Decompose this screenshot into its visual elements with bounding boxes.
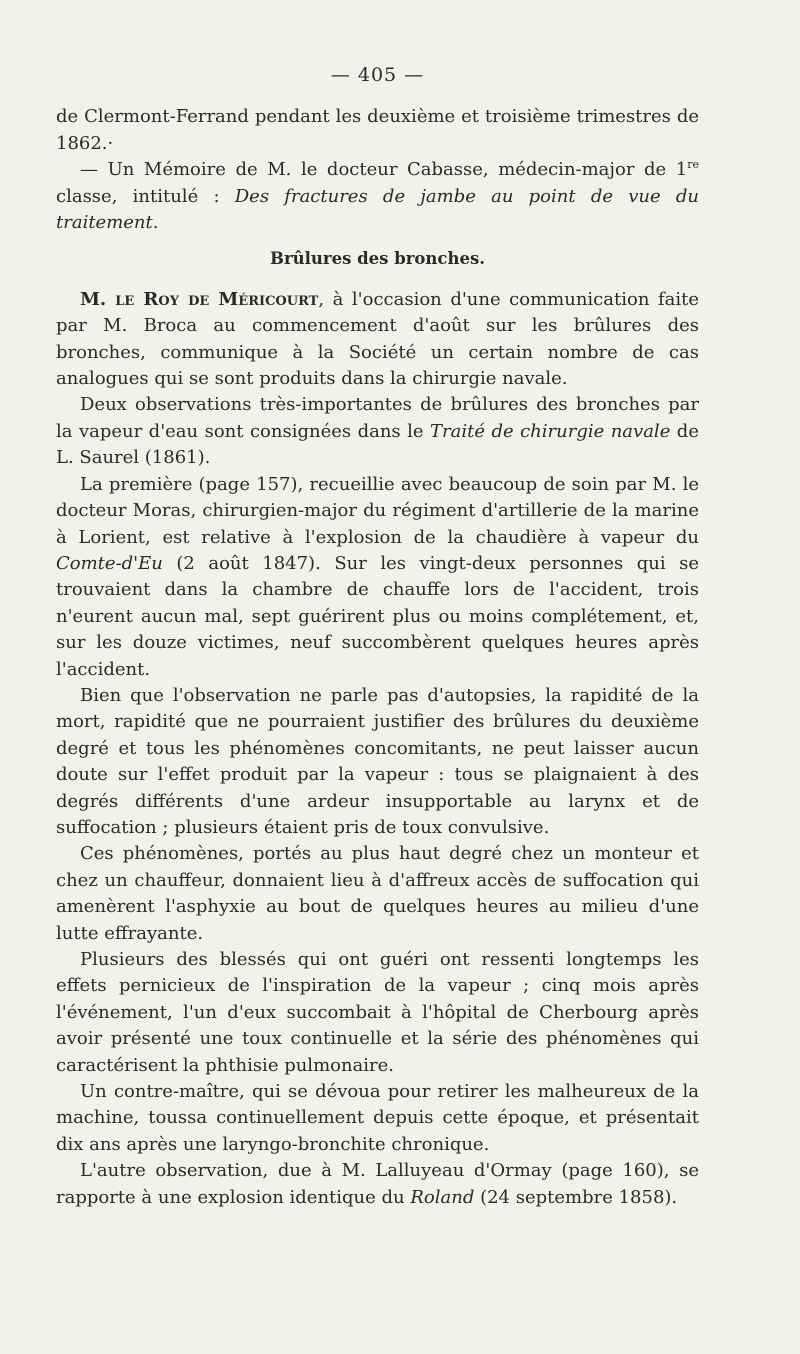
survivors-text: Plusieurs des blessés qui ont guéri ont ressenti longtemps les effets pernicieux de l'inspiration de la vapeur ; cinq mois après l'événement, l'un d'eux succombait à l'hôpital de Cherbourg après avoir présenté une toux continuelle et la série des phénomènes qui caractérisent la phthisie pulmonaire. — [56, 949, 699, 1076]
paragraph-autopsies — [56, 683, 699, 841]
page-number: — 405 — — [330, 64, 425, 86]
ship-comte-deu: Comte-d'Eu — [56, 552, 163, 574]
memoire-text-b: classe, intitulé : — [56, 185, 235, 207]
ship-roland: Roland — [410, 1186, 475, 1208]
memoire-text-a: — Un Mémoire de M. le docteur Cabasse, médecin-major de 1 — [80, 159, 688, 181]
paragraph-intro — [56, 287, 699, 393]
treatise-title: Traité de chirurgie navale — [430, 420, 671, 442]
paragraph-1-text: de Clermont-Ferrand pendant les deuxième et troisième trimestres de 1862.· — [56, 106, 699, 154]
paragraph-observations — [56, 392, 699, 471]
observations-text-b: de L. Saurel (1861). — [56, 420, 699, 469]
paragraph-memoire — [56, 157, 699, 236]
first-case-text-b: (2 août 1847). Sur les vingt-deux personnes qui se trouvaient dans la chambre de chauffe lors de l'accident, trois n'eurent aucun mal, sept guérirent plus ou moins complétement, et, sur les douze victimes, neuf succombèrent quelques heures après l'accident. — [56, 552, 699, 680]
book-page — [56, 62, 699, 1211]
second-case-text-a: L'autre observation, due à M. Lalluyeau d'Ormay (page 160), se rapporte à une explosion identique du — [56, 1160, 699, 1208]
paragraph-first-case — [56, 472, 699, 683]
observations-text-a: Deux observations très-importantes de brûlures des bronches par la vapeur d'eau sont consignées dans le — [56, 394, 699, 442]
paragraph-survivors — [56, 947, 699, 1079]
paragraph-second-case — [56, 1158, 699, 1211]
second-case-text-b: (24 septembre 1858). — [474, 1186, 678, 1208]
paragraph-phenomena — [56, 841, 699, 947]
autopsies-text: Bien que l'observation ne parle pas d'autopsies, la rapidité de la mort, rapidité que ne pourraient justifier des brûlures du deuxième degré et tous les phénomènes concomitants, ne peut laisser aucun doute sur l'effet produit par la vapeur : tous se plaignaient à des degrés différents d'une ardeur insupportable au larynx et de suffocation ; plusieurs étaient pris de toux convulsive. — [56, 684, 699, 838]
memoire-title: Des fractures de jambe au point de vue du traitement — [56, 185, 699, 234]
phenomena-text: Ces phénomènes, portés au plus haut degré chez un monteur et chez un chauffeur, donnaient lieu à d'affreux accès de suffocation qui amenèrent l'asphyxie au bout de quelques heures au milieu d'une lutte effrayante. — [56, 843, 699, 944]
first-case-text-a: La première (page 157), recueillie avec beaucoup de soin par M. le docteur Moras, chirurgien-major du régiment d'artillerie de la marine à Lorient, est relative à l'explosion de la chaudière à vapeur du — [56, 473, 699, 548]
memoire-end: . — [152, 212, 159, 234]
memoire-superscript: re — [687, 158, 699, 172]
speaker-name: M. le Roy de Méricourt — [80, 288, 319, 310]
section-heading: Brûlures des bronches. — [270, 249, 485, 269]
paragraph-foreman — [56, 1079, 699, 1158]
intro-text: , à l'occasion d'une communication faite par M. Broca au commencement d'août sur les brûlures des bronches, communique à la Société un certain nombre de cas analogues qui se sont produits dans la chirurgie navale. — [56, 288, 700, 390]
paragraph-1 — [56, 104, 699, 157]
foreman-text: Un contre-maître, qui se dévoua pour retirer les malheureux de la machine, toussa continuellement depuis cette époque, et présentait dix ans après une laryngo-bronchite chronique. — [56, 1081, 699, 1155]
